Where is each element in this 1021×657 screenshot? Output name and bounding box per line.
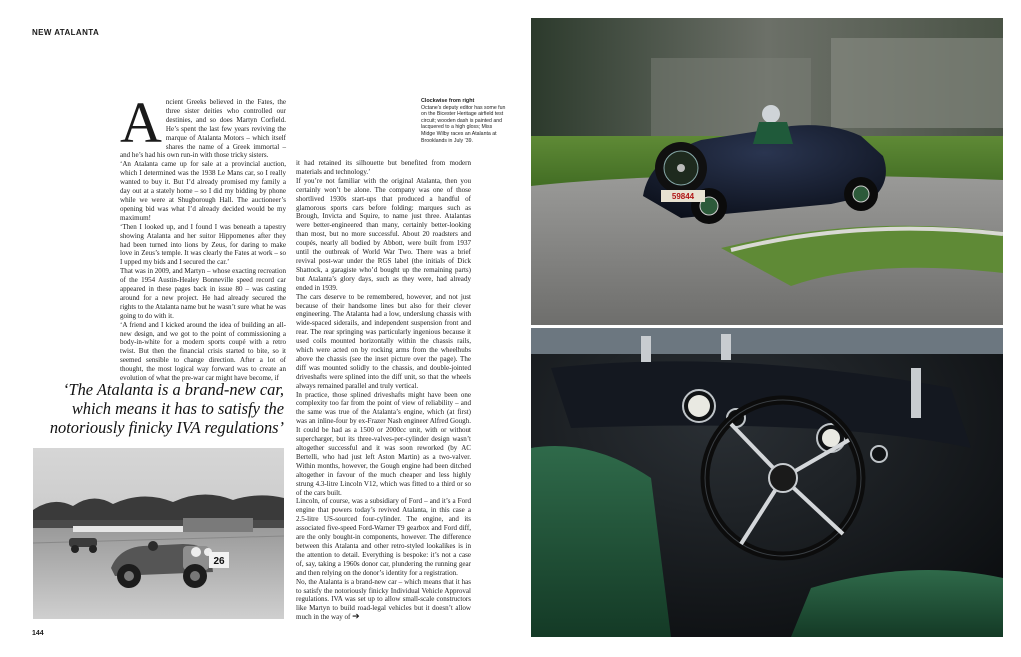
caption-title: Clockwise from right <box>421 98 475 104</box>
dashboard-photo <box>531 328 1003 637</box>
article-column-2 <box>296 159 471 622</box>
paragraph: Lincoln, of course, was a subsidiary of Ford – and it’s a Ford engine that powers today’s revived Atalanta, in this case a 2.5-litre US-sourced four-cylinder. The engine, and its associated five-speed Ford-Warner T9 gearbox and Ford diff, are the only bought-in components, however. The difference between this Atalanta and other retro-styled lookalikes is in the attention to detail. Everything is bespoke: it’s not a case of, say, taking a 1960s donor car, plundering the running gear and then relying on the donor’s identity for a registration. <box>296 497 471 577</box>
section-label: NEW ATALANTA <box>32 28 100 37</box>
paragraph: ‘Then I looked up, and I found I was beneath a tapestry showing Atalanta and her suitor Hippomenes after they had been turned into lions by Zeus, for daring to make love in Zeus’s temple. It was clearly the Fates at work – so I upped my bids and I secured the car.’ <box>120 222 286 267</box>
lead-paragraph <box>120 90 286 160</box>
drop-cap: A <box>120 90 162 155</box>
paragraph: The cars deserve to be remembered, however, and not just because of their handsome lines but also for their clever engineering. The Atalanta had a low, underslung chassis with wide-spaced siderails, and independent suspension front and rear. The rear springing was particularly ingenious because it used coils mounted horizontally within the chassis rails, which were acted on by rocking arms from the wheelhubs above the chassis (see the inset picture over the page). The diff was mounted solidly to the chassis, and double-jointed driveshafts were splined into the diff unit, so that the wheels always remained parallel and truly vertical. <box>296 292 471 390</box>
photo-caption <box>421 98 507 144</box>
vintage-race-photo <box>33 448 284 619</box>
page-number: 144 <box>32 630 44 637</box>
driving-photo <box>531 18 1003 325</box>
paragraph: it had retained its silhouette but benefited from modern materials and technology.’ <box>296 159 471 176</box>
continue-arrow-icon: ➔ <box>352 612 360 623</box>
pull-quote: ‘The Atalanta is a brand-new car, which means it has to satisfy the notoriously finicky IVA regulations’ <box>49 380 284 437</box>
paragraph <box>296 578 471 623</box>
lead-text: ncient Greeks believed in the Fates, the three sister deities who controlled our destinies, and so does Martyn Corfield. He’s spent the last few years reviving the marque of Atalanta Motors – which itself shares the name of a Greek immortal – and he’s had his own run-in with those tricky sisters. <box>120 98 286 160</box>
paragraph: That was in 2009, and Martyn – whose exacting recreation of the 1954 Austin-Healey Bonneville speed record car appeared in these pages back in issue 80 – was casting around for a new project. He had already secured the rights to the Atalanta name but he wasn’t sure what he was going to do with it. <box>120 267 286 320</box>
paragraph: ‘A friend and I kicked around the idea of building an all-new design, and we got to the point of commissioning a body-in-white for a modern sports coupé with a retro twist. But then the financial crisis started to bite, so it seemed sensible to change direction. After a lot of thought, the most logical way forward was to create an evolution of what the pre-war car might have become, if <box>120 320 286 383</box>
paragraph: If you’re not familiar with the original Atalanta, then you certainly won’t be alone. The company was one of those shortlived 1930s start-ups that produced a handful of glamorous sports cars before folding: marques such as Brough, Invicta and Squire, to name just three. Atalantas were better-engineered than many, certainly better-looking than most, but no more successful. About 20 roadsters and coupés, nearly all bodied by Abbott, were built from 1937 until the outbreak of World War Two. There was a brief revival post-war under the RGS label (the initials of Dick Shattock, a garagiste who’d bought up the remaining parts) but Atalanta’s glory days, such as they were, had already ended in 1939. <box>296 176 471 292</box>
caption-body: Octane’s deputy editor has some fun on the Bicester Heritage airfield test circuit; wooden dash is painted and lacquered to a high gloss; Miss Midge Wilby races an Atalanta at Brooklands in July ’39. <box>421 104 506 144</box>
paragraph: ‘An Atalanta came up for sale at a provincial auction, which I determined was the 1938 Le Mans car, so I really wanted to buy it. But I’d already promised my family a day out at a stately home – so I did my bidding by phone while we were at Shugborough Hall. The auctioneer’s opening bid was what I’d already decided would be my maximum! <box>120 160 286 222</box>
paragraph-text: No, the Atalanta is a brand-new car – which means that it has to satisfy the notoriously finicky Individual Vehicle Approval regulations. IVA was set up to allow small-scale constructors like Martyn to build road-legal vehicles but it doesn’t allow much in the way of <box>296 577 471 622</box>
article-column-1 <box>120 90 286 383</box>
race-number: 26 <box>213 556 225 567</box>
number-plate: 59844 <box>671 192 695 201</box>
paragraph: In practice, those splined driveshafts might have been one complexity too far from the point of view of reliability – and the same was true of the Atalanta’s engine, which (at first) was an inline-four by ex-Frazer Nash engineer Alfred Gough. It could be had as a 1500 or 2000cc unit, with or without supercharger, but its three-valves-per-cylinder design wasn’t altogether successful and it was soon reworked (by AC Bertelli, who had just left Aston Martin) as a two-valver. Within months, however, the Gough engine had been ditched altogether in favour of the much cheaper and less highly strung 4.3-litre Lincoln V12, which was fitted to a third or so of the cars built. <box>296 390 471 497</box>
